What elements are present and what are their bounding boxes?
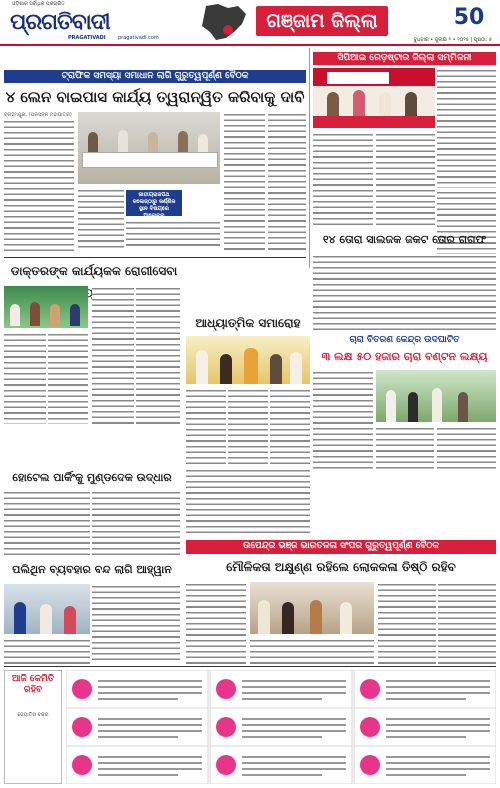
horoscope-title: ଆଜି କେମିତି ରହିବ (11, 674, 55, 695)
s4-body-col3 (270, 388, 310, 464)
s3-photo (4, 286, 88, 328)
s5-body-col1 (313, 370, 373, 470)
s8-body-col1 (4, 638, 90, 664)
footer-rule (4, 666, 496, 667)
s1-photo (78, 112, 220, 184)
s2-body-col5 (313, 254, 496, 330)
s3-body-col1 (4, 332, 46, 424)
s3-headline: ଡାକ୍ତରଙ୍କ କାର୍ଯ୍ୟକକ ରୋଗୀସେବା (10, 264, 178, 278)
s4-headline: ଆଧ୍ୟାତ୍ମିକ ସମାରୋହ (195, 316, 301, 330)
anniversary-badge: 50 (453, 5, 485, 30)
logo-subtitle: PRAGATIVADI (68, 35, 106, 41)
s4-body-col1 (186, 388, 226, 464)
column-divider (309, 48, 310, 268)
s6-body-col1 (4, 490, 90, 556)
s1-byline: ବ୍ରହ୍ମପୁର, (ପ୍ରସନ୍ନ ମହାପାତ୍ର) (4, 112, 72, 118)
s7-body-col1 (186, 582, 246, 664)
s1-callout: ଜାତୀୟରାଜପଥ କଲେଜ୍ଠାରୁ କର୍ଣ୍ଣିକ ସ୍ଥାନ ବିଷୟରେ ଆଲୋଚନା (126, 190, 182, 216)
s5-kicker: ଚାରା ବିତରଣ କେନ୍ଦ୍ର ଉଦଘାଟିତ (313, 334, 496, 346)
s8-photo (4, 584, 90, 634)
s4-body-col2 (228, 388, 268, 464)
s2-body-col1 (437, 68, 496, 188)
s7-body-col4 (438, 582, 496, 664)
s1-body-col2 (78, 188, 124, 250)
s7-kicker: ଉପେନ୍ଦ୍ର ଭଞ୍ଜ ଭାରତଳଳା ସଂଘର ଗୁରୁତ୍ୱପୂର୍ଣ୍ଣ ବୈଠକ (186, 540, 496, 554)
logo-url: pragativadi.com (118, 35, 159, 41)
horoscope-grid (66, 670, 496, 784)
s6-headline: ହୋଟେଲ ପାର୍କିଂକୁ ମୁଣ୍ଡଦେକ ଉଦ୍ଧାର (12, 471, 172, 484)
s2-kicker: ସିପିଆଇ ରେଡ଼ଷ୍ଟାର ଜିଲ୍ଲା ସମ୍ମିଳନୀ (313, 52, 496, 65)
s1-body-col3 (126, 220, 220, 250)
s1-body-col1 (4, 119, 74, 251)
horoscope-sub: ଜ୍ୟୋତିଷ ଚକ୍ର (17, 712, 49, 718)
s1-body-col4 (224, 112, 265, 250)
s2-banner (327, 72, 389, 84)
s5-photo (376, 370, 496, 422)
district-title: ଗଞ୍ଜାମ ଜିଲ୍ଲା (256, 6, 388, 36)
s2-headline: ୧୪ ତୋରା ସାଲଜକ ଜକଟ ତୋର ଗଗଫ (322, 233, 487, 246)
s1-headline: ୪ ଲେନ ବାଇପାସ କାର୍ଯ୍ୟ ତ୍ୱରାନ୍ୱିତ କରିବାକୁ ଦାବି (5, 88, 305, 106)
s6-body-col3 (186, 468, 310, 534)
s7-photo (250, 582, 374, 634)
s8-headline: ପଲିଥିନ ବ୍ୟବହାର ବନ୍ଦ ଲାଗି ଆହ୍ୱାନ (12, 563, 172, 576)
section-rule (4, 257, 306, 258)
zodiac-grid-icon (66, 670, 496, 784)
s3-body-col4 (136, 286, 180, 424)
s4-photo (186, 336, 310, 384)
s5-body-col3 (437, 426, 496, 470)
s5-body-col2 (376, 426, 434, 470)
s2-body-col3 (376, 132, 435, 228)
s7-body-col2 (250, 638, 374, 664)
dateline: ବୁଧବାର • ଜୁଲାଇ ୨ • ୨୦୨୫ | ପୃଷ୍ଠା: ୫ (413, 37, 492, 43)
tagline: ଓଡ଼ିଶାର ସର୍ବାଧିକ ପ୍ରଚାରିତ (12, 1, 65, 7)
s1-body-col5 (268, 112, 306, 250)
s6-body-col2 (92, 490, 180, 556)
masthead-rule (0, 44, 500, 46)
odisha-map-icon (198, 2, 250, 42)
newspaper-logo: ପ୍ରଗତିବାଦୀ (10, 10, 178, 36)
s1-kicker: ଟ୍ରାଫିକ ସମସ୍ୟା ସମାଧାନ ଲାଗି ଗୁରୁତ୍ୱପୂର୍ଣ୍ଣ ବୈଠକ (4, 70, 306, 83)
s2-photo (313, 68, 435, 128)
s7-body-col3 (378, 582, 436, 664)
s5-headline: ୩ ଲକ୍ଷ ୫୦ ହଜାର ଚାରା ବଣ୍ଟନ ଲକ୍ଷ୍ୟ (321, 350, 488, 363)
s3-body-col3 (92, 286, 134, 424)
s8-body-col2 (92, 584, 180, 664)
s3-body-col2 (48, 332, 88, 424)
s7-headline: ମୌଳିକତା ଅକ୍ଷୁଣ୍ଣ ରହିଲେ ଲୋକକଳା ତିଷ୍ଠି ରହିବ (226, 560, 456, 574)
s2-body-col2 (313, 132, 373, 228)
